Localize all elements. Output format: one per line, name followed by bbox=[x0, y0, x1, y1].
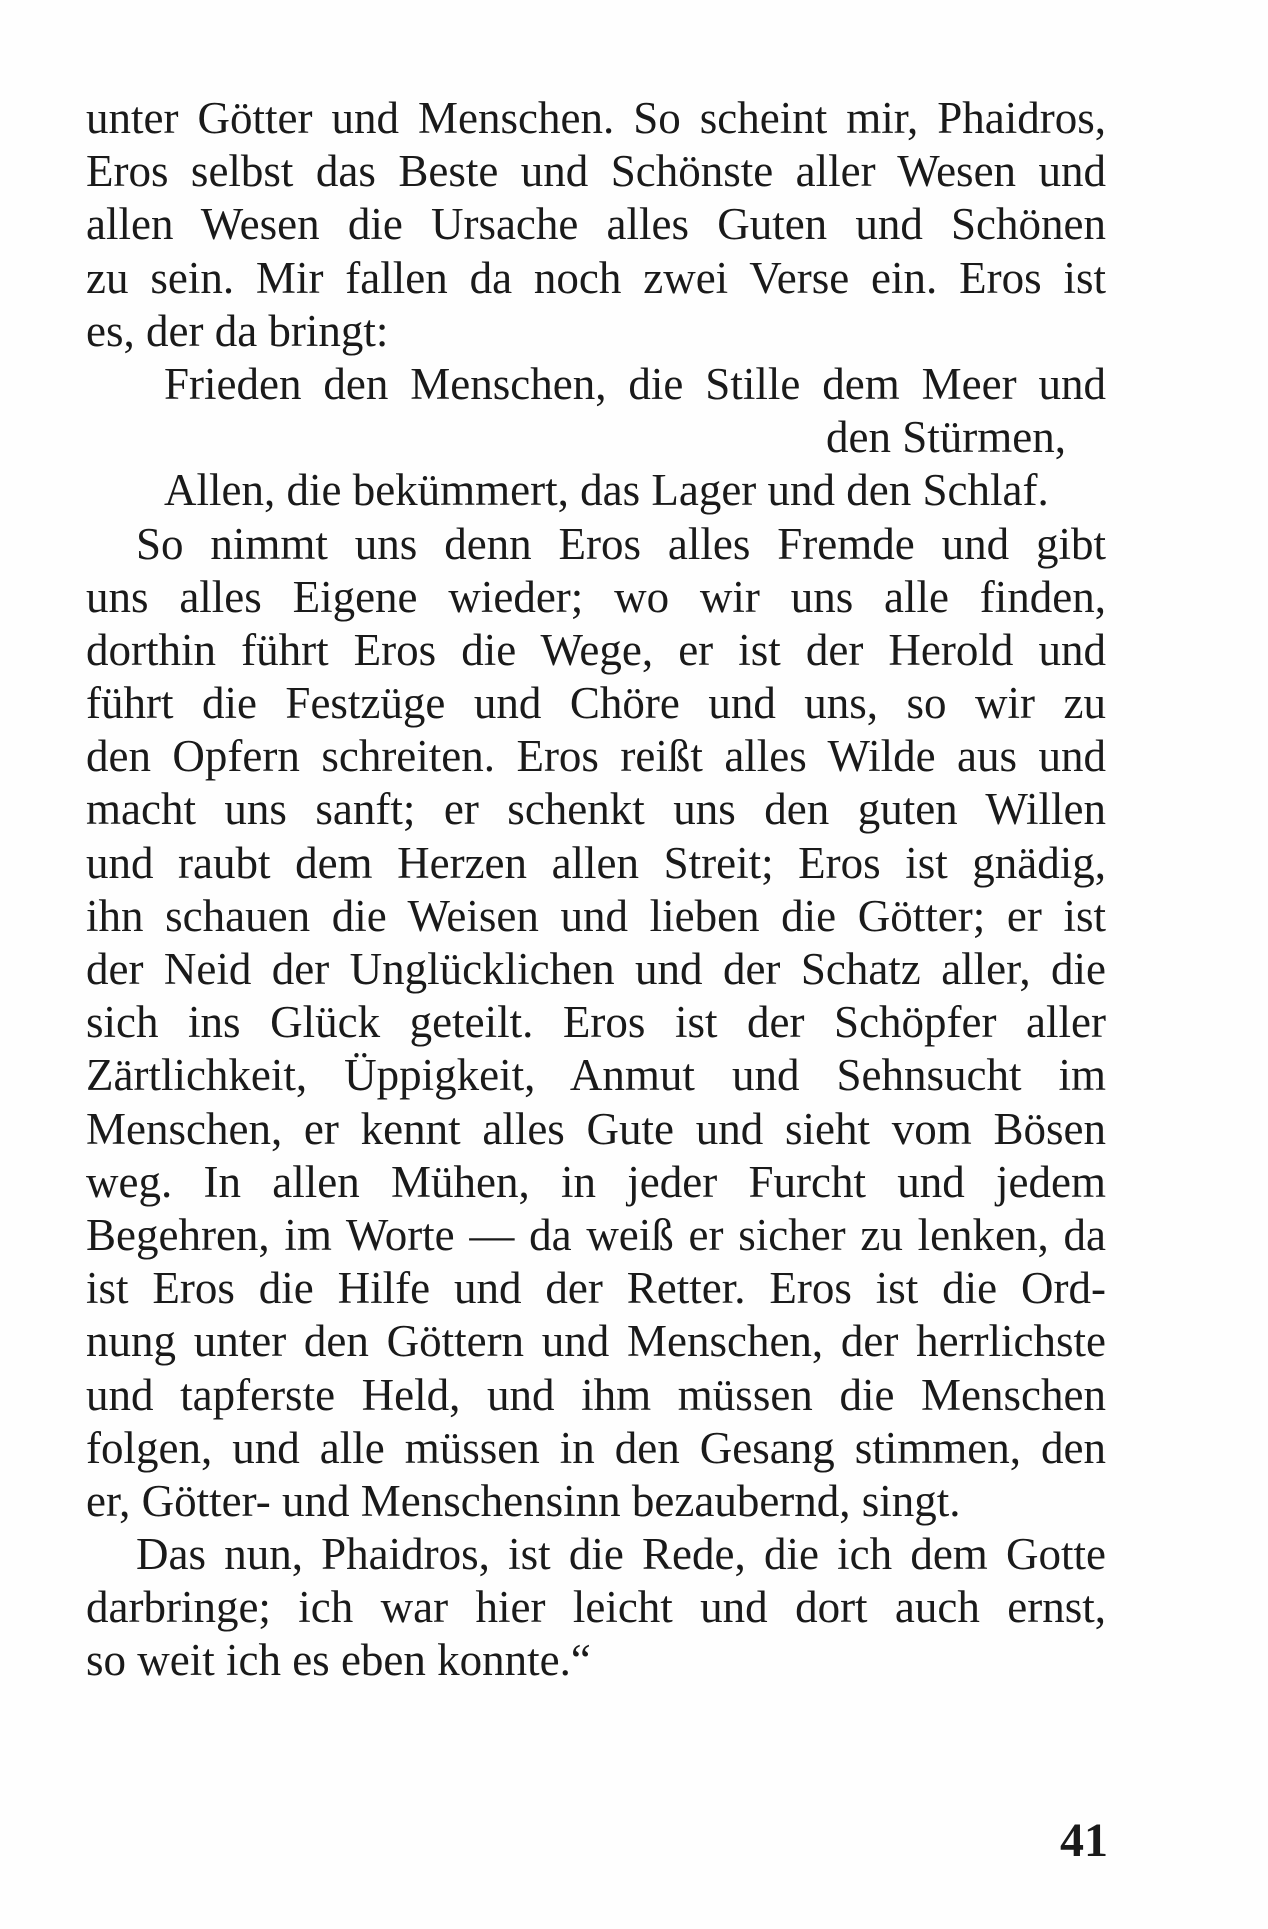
text-line: Das nun, Phaidros, ist die Rede, die ich dem Gotte bbox=[136, 1529, 1106, 1580]
text-line: und raubt dem Herzen allen Streit; Eros ist gnädig, bbox=[86, 837, 1106, 888]
text-line: nung unter den Göttern und Menschen, der herrlichste bbox=[86, 1316, 1106, 1367]
text-line: den Opfern schreiten. Eros reißt alles Wilde aus und bbox=[86, 731, 1106, 782]
text-line: es, der da bringt: bbox=[86, 305, 389, 356]
text-line: und tapferste Held, und ihm müssen die Menschen bbox=[86, 1369, 1106, 1420]
text-line: uns alles Eigene wieder; wo wir uns alle finden, bbox=[86, 571, 1106, 622]
text-line: dorthin führt Eros die Wege, er ist der Herold und bbox=[86, 624, 1106, 675]
text-line: er, Götter- und Menschensinn bezaubernd, singt. bbox=[86, 1475, 961, 1526]
text-line: Begehren, im Worte — da weiß er sicher zu lenken, da bbox=[86, 1209, 1106, 1260]
text-line: folgen, und alle müssen in den Gesang stimmen, den bbox=[86, 1422, 1106, 1473]
page-number: 41 bbox=[1060, 1814, 1108, 1867]
text-line: So nimmt uns denn Eros alles Fremde und gibt bbox=[136, 518, 1106, 569]
text-line: macht uns sanft; er schenkt uns den guten Willen bbox=[86, 784, 1106, 835]
body-text bbox=[86, 92, 1106, 1688]
text-line: zu sein. Mir fallen da noch zwei Verse ein. Eros ist bbox=[86, 252, 1106, 303]
verse-line-continuation: den Stürmen, bbox=[826, 412, 1066, 463]
text-line: ihn schauen die Weisen und lieben die Götter; er ist bbox=[86, 890, 1106, 941]
text-line: ist Eros die Hilfe und der Retter. Eros ist die Ord- bbox=[86, 1263, 1106, 1314]
text-line: der Neid der Unglücklichen und der Schatz aller, die bbox=[86, 944, 1106, 994]
text-line: Zärtlichkeit, Üppigkeit, Anmut und Sehnsucht im bbox=[86, 1050, 1106, 1101]
verse-line: Allen, die bekümmert, das Lager und den Schlaf. bbox=[164, 465, 1049, 516]
text-line: Eros selbst das Beste und Schönste aller Wesen und bbox=[86, 146, 1106, 197]
verse-line: Frieden den Menschen, die Stille dem Meer und bbox=[164, 358, 1106, 409]
text-line: Menschen, er kennt alles Gute und sieht vom Bösen bbox=[86, 1103, 1106, 1154]
text-line: sich ins Glück geteilt. Eros ist der Schöpfer aller bbox=[86, 997, 1106, 1048]
text-line: unter Götter und Menschen. So scheint mir, Phaidros, bbox=[86, 93, 1106, 143]
text-line: so weit ich es eben konnte.“ bbox=[86, 1635, 591, 1686]
text-line: führt die Festzüge und Chöre und uns, so wir zu bbox=[86, 678, 1106, 729]
text-line: weg. In allen Mühen, in jeder Furcht und jedem bbox=[86, 1156, 1106, 1207]
text-line: darbringe; ich war hier leicht und dort auch ernst, bbox=[86, 1582, 1106, 1633]
text-line: allen Wesen die Ursache alles Guten und Schönen bbox=[86, 199, 1106, 250]
